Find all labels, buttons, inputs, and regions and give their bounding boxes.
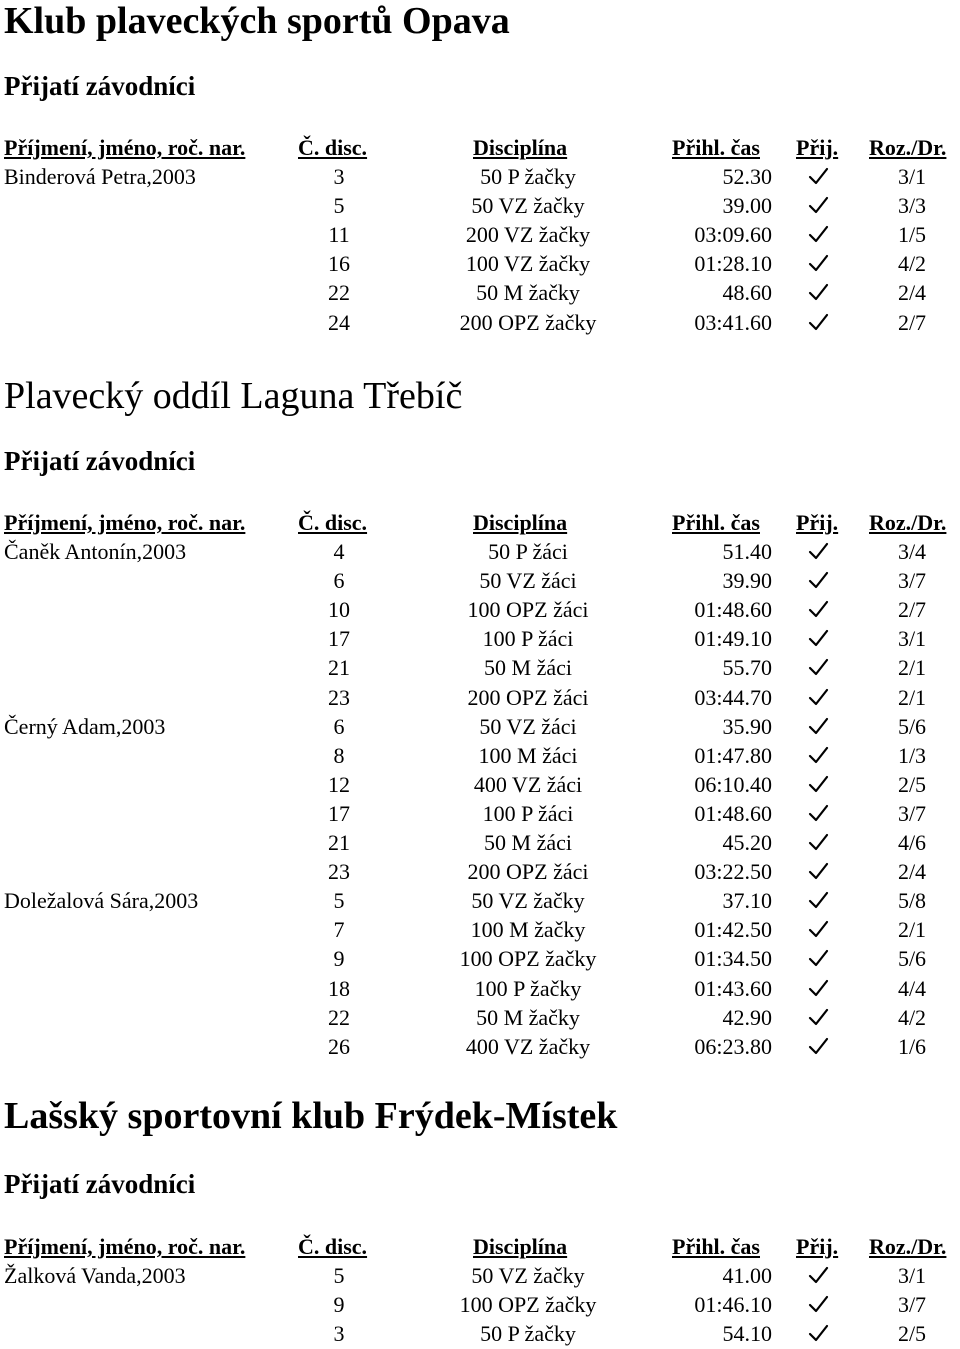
header-name: Příjmení, jméno, roč. nar. <box>4 1234 246 1259</box>
check-icon <box>807 802 829 824</box>
check-icon <box>807 860 829 882</box>
discipline-number: 6 <box>333 713 345 739</box>
discipline-number: 22 <box>328 280 350 306</box>
discipline-number: 9 <box>333 946 345 972</box>
entry-time: 01:48.60 <box>694 597 772 623</box>
discipline-name: 100 M žačky <box>470 917 586 943</box>
heat-lane: 3/1 <box>897 1263 927 1288</box>
entry-time: 01:49.10 <box>694 626 772 652</box>
heat-lane: 3/1 <box>897 626 927 652</box>
discipline-name: 50 M žačky <box>476 280 580 306</box>
check-icon <box>807 686 829 708</box>
entry-time: 35.90 <box>722 713 772 739</box>
entry-time: 41.00 <box>722 1263 772 1288</box>
check-icon <box>807 569 829 591</box>
check-icon <box>807 1264 829 1286</box>
heat-lane: 1/6 <box>897 1033 927 1059</box>
entry-time: 03:09.60 <box>694 222 772 248</box>
check-icon <box>807 223 829 245</box>
discipline-name: 50 VZ žačky <box>471 888 585 914</box>
swimmer-name: Doležalová Sára,2003 <box>4 888 199 914</box>
discipline-number: 5 <box>333 888 345 914</box>
heat-lane: 2/7 <box>897 309 927 335</box>
heat-lane: 3/7 <box>897 800 927 826</box>
discipline-name: 400 VZ žačky <box>465 1033 591 1059</box>
heat-lane: 5/6 <box>897 946 927 972</box>
header-name: Příjmení, jméno, roč. nar. <box>4 510 246 535</box>
heat-lane: 5/6 <box>897 713 927 739</box>
heat-lane: 4/2 <box>897 251 927 277</box>
club-title: Lašský sportovní klub Frýdek-Místek <box>4 1095 618 1137</box>
discipline-name: 100 P žačky <box>474 975 582 1001</box>
club-title: Klub plaveckých sportů Opava <box>4 0 510 42</box>
entry-time: 01:47.80 <box>694 742 772 768</box>
discipline-name: 100 P žáci <box>482 800 574 826</box>
heat-lane: 2/1 <box>897 655 927 681</box>
entry-time: 01:46.10 <box>694 1292 772 1318</box>
entry-time: 01:42.50 <box>694 917 772 943</box>
discipline-name: 100 OPZ žačky <box>459 1292 597 1318</box>
heat-lane: 3/3 <box>897 193 927 219</box>
entry-time: 03:41.60 <box>694 309 772 335</box>
discipline-number: 6 <box>333 568 345 594</box>
discipline-number: 9 <box>333 1292 345 1318</box>
header-discipline-number: Č. disc. <box>298 135 368 160</box>
check-icon <box>807 627 829 649</box>
heat-lane: 2/1 <box>897 917 927 943</box>
heat-lane: 4/2 <box>897 1004 927 1030</box>
discipline-number: 18 <box>328 975 350 1001</box>
entry-time: 01:48.60 <box>694 800 772 826</box>
check-icon <box>807 889 829 911</box>
header-accepted: Přij. <box>796 135 839 160</box>
header-heat-lane: Roz./Dr. <box>869 510 947 535</box>
entry-time: 03:22.50 <box>694 859 772 885</box>
discipline-number: 26 <box>328 1033 350 1059</box>
check-icon <box>807 744 829 766</box>
discipline-name: 50 M žáci <box>484 830 572 855</box>
heat-lane: 2/5 <box>897 1321 927 1347</box>
check-icon <box>807 773 829 795</box>
check-icon <box>807 715 829 737</box>
swimmer-name: Žalková Vanda,2003 <box>4 1263 186 1288</box>
discipline-number: 22 <box>328 1004 350 1030</box>
check-icon <box>807 656 829 678</box>
discipline-name: 50 P žačky <box>480 1321 576 1347</box>
swimmer-name: Binderová Petra,2003 <box>4 164 196 189</box>
discipline-name: 50 P žačky <box>480 164 576 189</box>
entry-time: 01:34.50 <box>694 946 772 972</box>
discipline-name: 50 M žáci <box>484 655 572 681</box>
discipline-number: 3 <box>333 164 345 189</box>
discipline-name: 200 OPZ žačky <box>459 309 597 335</box>
entry-time: 03:44.70 <box>694 684 772 710</box>
entry-time: 01:28.10 <box>694 251 772 277</box>
entry-time: 01:43.60 <box>694 975 772 1001</box>
check-icon <box>807 252 829 274</box>
heat-lane: 2/7 <box>897 597 927 623</box>
section-subtitle: Přijatí závodníci <box>4 71 196 101</box>
header-discipline: Disciplína <box>473 510 568 535</box>
heat-lane: 1/5 <box>897 222 927 248</box>
heat-lane: 4/6 <box>897 830 927 855</box>
discipline-number: 23 <box>328 859 350 885</box>
entry-time: 37.10 <box>722 888 772 914</box>
heat-lane: 3/1 <box>897 164 927 189</box>
check-icon <box>807 194 829 216</box>
entry-time: 45.20 <box>722 830 772 855</box>
discipline-name: 100 M žáci <box>478 742 578 768</box>
discipline-number: 3 <box>333 1321 345 1347</box>
check-icon <box>807 540 829 562</box>
discipline-name: 100 OPZ žačky <box>459 946 597 972</box>
entry-time: 52.30 <box>722 164 772 189</box>
entry-time: 42.90 <box>722 1004 772 1030</box>
discipline-name: 50 VZ žáci <box>479 713 577 739</box>
header-heat-lane: Roz./Dr. <box>869 1234 947 1259</box>
header-discipline: Disciplína <box>473 135 568 160</box>
heat-lane: 4/4 <box>897 975 927 1001</box>
check-icon <box>807 977 829 999</box>
entry-time: 55.70 <box>722 655 772 681</box>
heat-lane: 5/8 <box>897 888 927 914</box>
heat-lane: 1/3 <box>897 742 927 768</box>
entry-time: 39.00 <box>722 193 772 219</box>
check-icon <box>807 1293 829 1315</box>
check-icon <box>807 1322 829 1344</box>
section-subtitle: Přijatí závodníci <box>4 446 196 476</box>
entry-time: 54.10 <box>722 1321 772 1347</box>
discipline-number: 24 <box>328 309 350 335</box>
discipline-number: 21 <box>328 655 350 681</box>
header-heat-lane: Roz./Dr. <box>869 135 947 160</box>
discipline-name: 50 VZ žačky <box>471 1263 585 1288</box>
header-entry-time: Přihl. čas <box>672 135 760 160</box>
check-icon <box>807 1035 829 1057</box>
check-icon <box>807 947 829 969</box>
check-icon <box>807 311 829 333</box>
header-discipline-number: Č. disc. <box>298 510 368 535</box>
heat-lane: 3/7 <box>897 568 927 594</box>
check-icon <box>807 831 829 853</box>
entry-time: 48.60 <box>722 280 772 306</box>
discipline-number: 5 <box>333 1263 345 1288</box>
check-icon <box>807 598 829 620</box>
heat-lane: 2/4 <box>897 280 927 306</box>
discipline-name: 100 VZ žačky <box>465 251 591 277</box>
entry-time: 06:10.40 <box>694 771 772 797</box>
discipline-name: 200 OPZ žáci <box>467 859 589 885</box>
section-subtitle: Přijatí závodníci <box>4 1169 196 1199</box>
header-accepted: Přij. <box>796 510 839 535</box>
discipline-name: 100 P žáci <box>482 626 574 652</box>
discipline-number: 21 <box>328 830 350 855</box>
discipline-number: 4 <box>333 539 345 564</box>
entry-time: 39.90 <box>722 568 772 594</box>
heat-lane: 2/5 <box>897 771 927 797</box>
discipline-number: 11 <box>328 222 350 248</box>
discipline-name: 200 VZ žačky <box>465 222 591 248</box>
header-entry-time: Přihl. čas <box>672 510 760 535</box>
discipline-name: 50 VZ žačky <box>471 193 585 219</box>
discipline-name: 200 OPZ žáci <box>467 684 589 710</box>
swimmer-name: Černý Adam,2003 <box>4 713 166 739</box>
club-title: Plavecký oddíl Laguna Třebíč <box>4 375 463 417</box>
entry-time: 51.40 <box>722 539 772 564</box>
discipline-number: 16 <box>328 251 350 277</box>
heat-lane: 3/7 <box>897 1292 927 1318</box>
check-icon <box>807 281 829 303</box>
check-icon <box>807 1006 829 1028</box>
discipline-number: 23 <box>328 684 350 710</box>
header-discipline-number: Č. disc. <box>298 1234 368 1259</box>
discipline-number: 8 <box>333 742 345 768</box>
entry-time: 06:23.80 <box>694 1033 772 1059</box>
discipline-name: 100 OPZ žáci <box>467 597 589 623</box>
heat-lane: 2/4 <box>897 859 927 885</box>
heat-lane: 2/1 <box>897 684 927 710</box>
discipline-number: 5 <box>333 193 345 219</box>
discipline-number: 17 <box>328 626 350 652</box>
discipline-name: 50 M žačky <box>476 1004 580 1030</box>
discipline-number: 10 <box>328 597 350 623</box>
header-name: Příjmení, jméno, roč. nar. <box>4 135 246 160</box>
discipline-name: 50 P žáci <box>488 539 568 564</box>
header-entry-time: Přihl. čas <box>672 1234 760 1259</box>
discipline-number: 12 <box>328 771 350 797</box>
discipline-number: 17 <box>328 800 350 826</box>
heat-lane: 3/4 <box>897 539 927 564</box>
check-icon <box>807 165 829 187</box>
discipline-number: 7 <box>333 917 345 943</box>
discipline-name: 400 VZ žáci <box>473 771 583 797</box>
swimmer-name: Čaněk Antonín,2003 <box>4 539 187 564</box>
check-icon <box>807 918 829 940</box>
header-accepted: Přij. <box>796 1234 839 1259</box>
discipline-name: 50 VZ žáci <box>479 568 577 594</box>
header-discipline: Disciplína <box>473 1234 568 1259</box>
